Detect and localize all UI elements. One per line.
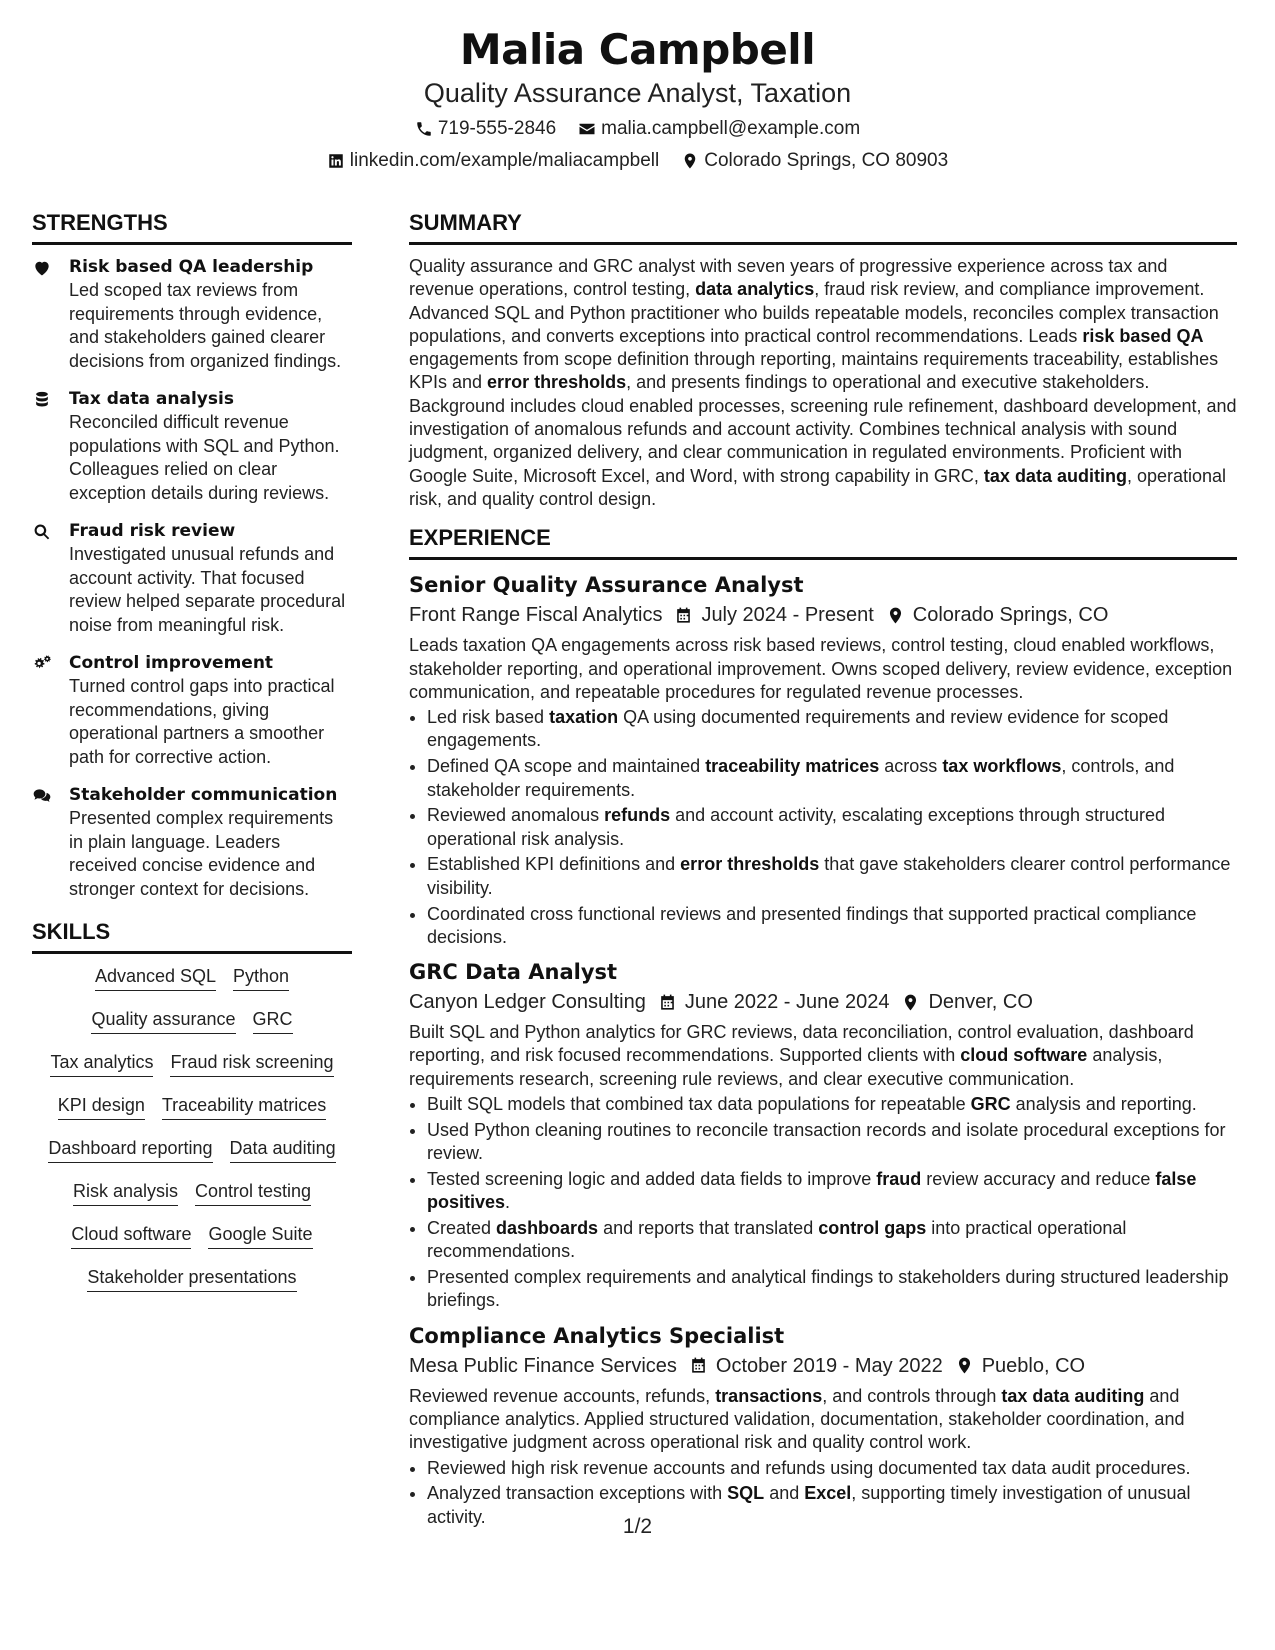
strength-title: Fraud risk review — [69, 521, 236, 541]
bullet-item: • Used Python cleaning routines to reconcile transaction records and isolate procedural exceptions for review. — [427, 1119, 1237, 1166]
bold-keyword: GRC — [970, 1094, 1011, 1115]
company-name: Front Range Fiscal Analytics — [409, 604, 663, 627]
contact-row-1 — [32, 116, 1243, 142]
job-meta — [409, 600, 1237, 630]
skill-tag: Data auditing — [230, 1136, 336, 1163]
heart-icon — [32, 258, 52, 278]
job-location — [886, 600, 1109, 630]
bold-keyword: error thresholds — [680, 854, 820, 875]
job-description: Leads taxation QA engagements across risk based reviews, control testing, cloud enabled workflows, stakeholder reporting, and operational improvement. Owns scoped delivery, review evidence, exception communication, and repeatable procedures for regulated revenue processes. — [409, 635, 1233, 702]
strength-item — [32, 255, 352, 373]
bold-keyword: refunds — [604, 805, 671, 826]
bold-keyword: tax workflows — [942, 756, 1062, 777]
job-location — [955, 1351, 1085, 1381]
resume-header — [32, 24, 1243, 174]
candidate-name: Malia Campbell — [459, 25, 816, 74]
job-meta — [409, 987, 1237, 1017]
company-name: Mesa Public Finance Services — [409, 1354, 677, 1377]
company-name: Canyon Ledger Consulting — [409, 991, 646, 1014]
strength-description: Investigated unusual refunds and account activity. That focused review helped separate procedural noise from meaningful risk. — [69, 544, 346, 635]
skill-tag: Traceability matrices — [162, 1093, 326, 1120]
job-location-text: Pueblo, CO — [981, 1354, 1086, 1377]
map-pin-icon — [955, 1356, 974, 1375]
skills-section — [32, 919, 352, 1292]
strength-description: Presented complex requirements in plain language. Leaders received concise evidence and stronger context for decisions. — [69, 808, 334, 899]
bullet-item: • Presented complex requirements and analytical findings to stakeholders during structured leadership briefings. — [427, 1266, 1237, 1313]
skill-tag: Risk analysis — [73, 1179, 178, 1206]
linkedin-contact[interactable] — [327, 148, 659, 174]
calendar-icon — [658, 993, 677, 1012]
job-location-text: Denver, CO — [928, 991, 1033, 1014]
bullet-item: • Defined QA scope and maintained traceability matrices across tax workflows, controls, and stakeholder requirements. — [427, 755, 1237, 802]
bold-keyword: false positives — [427, 1168, 1197, 1213]
skill-tag: Google Suite — [208, 1222, 312, 1249]
calendar-icon — [674, 606, 693, 625]
strength-description: Turned control gaps into practical recommendations, giving operational partners a smoother path for corrective action. — [69, 676, 335, 767]
strength-item — [32, 519, 352, 637]
map-pin-icon — [681, 152, 699, 170]
job-dates-text: June 2022 - June 2024 — [684, 991, 890, 1014]
bullet-item: • Built SQL models that combined tax data populations for repeatable GRC analysis and reporting. — [427, 1093, 1237, 1116]
skill-tag: Quality assurance — [91, 1007, 235, 1034]
bullet-item: • Reviewed anomalous refunds and account activity, escalating exceptions through structured operational risk analysis. — [427, 804, 1237, 851]
bold-keyword: dashboards — [496, 1218, 599, 1238]
bullet-item: • Tested screening logic and added data fields to improve fraud review accuracy and reduce false positives. — [427, 1168, 1237, 1215]
skill-row — [32, 1265, 352, 1292]
bold-keyword: tax data auditing — [983, 465, 1127, 486]
phone-icon — [415, 120, 433, 138]
strength-item — [32, 387, 352, 505]
job-dates-text: October 2019 - May 2022 — [715, 1354, 943, 1377]
experience-heading: EXPERIENCE — [409, 525, 1237, 560]
contact-row-2 — [32, 148, 1243, 174]
strength-item — [32, 651, 352, 769]
linkedin-text: linkedin.com/example/maliacampbell — [349, 150, 660, 171]
skill-row — [32, 1179, 352, 1206]
skill-row — [32, 1050, 352, 1077]
skill-tag: Python — [233, 964, 289, 991]
email-text: malia.campbell@example.com — [601, 118, 861, 139]
skill-row — [32, 1093, 352, 1120]
bold-keyword: risk based QA — [1082, 325, 1204, 346]
content-columns — [32, 210, 1243, 1537]
bullet-item: • Analyzed transaction exceptions with SQL and Excel, supporting timely investigation of unusual activity. — [427, 1482, 1237, 1529]
bold-keyword: Excel — [804, 1483, 852, 1504]
job-description: Built SQL and Python analytics for GRC reviews, data reconciliation, control evaluation, dashboard reporting, and risk focused recommendations. Supported clients with cloud software analysis, requirements research, screening rule reviews, and clear executive communication. — [409, 1022, 1194, 1089]
strength-description: Reconciled difficult revenue populations with SQL and Python. Colleagues relied on clear exception details during reviews. — [69, 412, 340, 503]
strength-title: Risk based QA leadership — [69, 257, 314, 277]
job-title: Senior Quality Assurance Analyst — [409, 573, 804, 598]
skill-row — [32, 1136, 352, 1163]
envelope-icon — [578, 120, 596, 138]
bullet-item: • Led risk based taxation QA using documented requirements and review evidence for scoped engagements. — [427, 706, 1237, 753]
skill-tag: Dashboard reporting — [48, 1136, 212, 1163]
bold-keyword: traceability matrices — [705, 756, 880, 777]
bullet-item: • Created dashboards and reports that translated control gaps into practical operational recommendations. — [427, 1217, 1237, 1264]
right-column — [409, 210, 1237, 1537]
bullet-item: • Coordinated cross functional reviews and presented findings that supported practical compliance decisions. — [427, 903, 1237, 950]
phone-contact[interactable] — [415, 116, 556, 142]
skill-tag: Fraud risk screening — [170, 1050, 333, 1077]
skill-row — [32, 1007, 352, 1034]
job-description: Reviewed revenue accounts, refunds, transactions, and controls through tax data auditing and compliance analytics. Applied structured validation, documentation, stakeholder coordination, and investigative judgment across operational risk and quality control work. — [409, 1385, 1185, 1453]
bold-keyword: control gaps — [818, 1218, 927, 1238]
job-entry — [409, 957, 1237, 1313]
skills-heading: SKILLS — [32, 919, 352, 954]
summary-text: Quality assurance and GRC analyst with seven years of progressive experience across tax and revenue operations, control testing, data analytics, fraud risk review, and compliance improvement. Advanced SQL and Python practitioner who builds repeatable models, reconciles complex transaction populations, and converts exceptions into practical control recommendations. Leads risk based QA engagements from scope definition through reporting, maintains requirements traceability, establishes KPIs and error thresholds, and presents findings to operational and executive stakeholders. Background includes cloud enabled processes, screening rule refinement, dashboard development, and investigation of anomalous refunds and account activity. Combines technical analysis with sound judgment, organized delivery, and clear communication in regulated environments. Proficient with Google Suite, Microsoft Excel, and Word, with strong capability in GRC, tax data auditing, operational risk, and quality control design. — [409, 256, 1237, 509]
skill-tag: Cloud software — [71, 1222, 191, 1249]
strengths-section — [32, 210, 352, 901]
bullet-item: • Established KPI definitions and error thresholds that gave stakeholders clearer control performance visibility. — [427, 853, 1237, 900]
bullet-item: • Reviewed high risk revenue accounts and refunds using documented tax data audit procedures. — [427, 1457, 1237, 1480]
job-location-text: Colorado Springs, CO — [912, 604, 1109, 627]
summary-heading: SUMMARY — [409, 210, 1237, 245]
strength-title: Stakeholder communication — [69, 785, 338, 805]
map-pin-icon — [886, 606, 905, 625]
bold-keyword: fraud — [876, 1168, 922, 1189]
comments-icon — [32, 786, 52, 806]
skill-row — [32, 964, 352, 991]
job-dates-text: July 2024 - Present — [701, 604, 874, 627]
strengths-heading: STRENGTHS — [32, 210, 352, 245]
map-pin-icon — [901, 993, 920, 1012]
phone-text: 719-555-2846 — [437, 118, 557, 139]
job-entry — [409, 1321, 1237, 1529]
left-column — [32, 210, 352, 1537]
skill-tag: Tax analytics — [50, 1050, 153, 1077]
bold-keyword: transactions — [715, 1385, 823, 1406]
job-dates — [658, 987, 890, 1017]
skill-tag: Control testing — [195, 1179, 311, 1206]
skill-tag: KPI design — [58, 1093, 145, 1120]
job-dates — [689, 1351, 943, 1381]
page-number: 1/2 — [622, 1515, 653, 1538]
strength-title: Control improvement — [69, 653, 274, 673]
job-bullets — [409, 706, 1237, 949]
experience-section — [409, 525, 1237, 1529]
skill-row — [32, 1222, 352, 1249]
job-title: Compliance Analytics Specialist — [409, 1323, 785, 1348]
database-icon — [32, 390, 52, 410]
calendar-icon — [689, 1356, 708, 1375]
search-icon — [32, 522, 52, 542]
job-dates — [674, 600, 873, 630]
skill-tag: Stakeholder presentations — [87, 1265, 296, 1292]
candidate-headline: Quality Assurance Analyst, Taxation — [423, 78, 852, 108]
bold-keyword: error thresholds — [487, 372, 627, 393]
job-location — [901, 987, 1032, 1017]
linkedin-icon — [327, 152, 345, 170]
job-entry — [409, 570, 1237, 949]
bold-keyword: data analytics — [695, 279, 815, 300]
gears-icon — [32, 654, 52, 674]
email-contact[interactable] — [578, 116, 860, 142]
location-text: Colorado Springs, CO 80903 — [704, 150, 949, 171]
strength-title: Tax data analysis — [69, 389, 234, 409]
skill-tag: Advanced SQL — [95, 964, 216, 991]
summary-section — [409, 210, 1237, 511]
strength-description: Led scoped tax reviews from requirements through evidence, and stakeholders gained clearer decisions from organized findings. — [69, 280, 342, 371]
bold-keyword: taxation — [549, 707, 619, 728]
strength-item — [32, 783, 352, 901]
skills-list — [32, 964, 352, 1292]
bold-keyword: SQL — [727, 1483, 765, 1504]
skill-tag: GRC — [253, 1007, 293, 1034]
bold-keyword: tax data auditing — [1001, 1385, 1145, 1406]
jobs-list — [409, 570, 1237, 1529]
bold-keyword: cloud software — [960, 1045, 1088, 1066]
location-contact — [681, 148, 948, 174]
job-title: GRC Data Analyst — [409, 960, 618, 985]
job-meta — [409, 1351, 1237, 1381]
job-bullets — [409, 1093, 1237, 1313]
